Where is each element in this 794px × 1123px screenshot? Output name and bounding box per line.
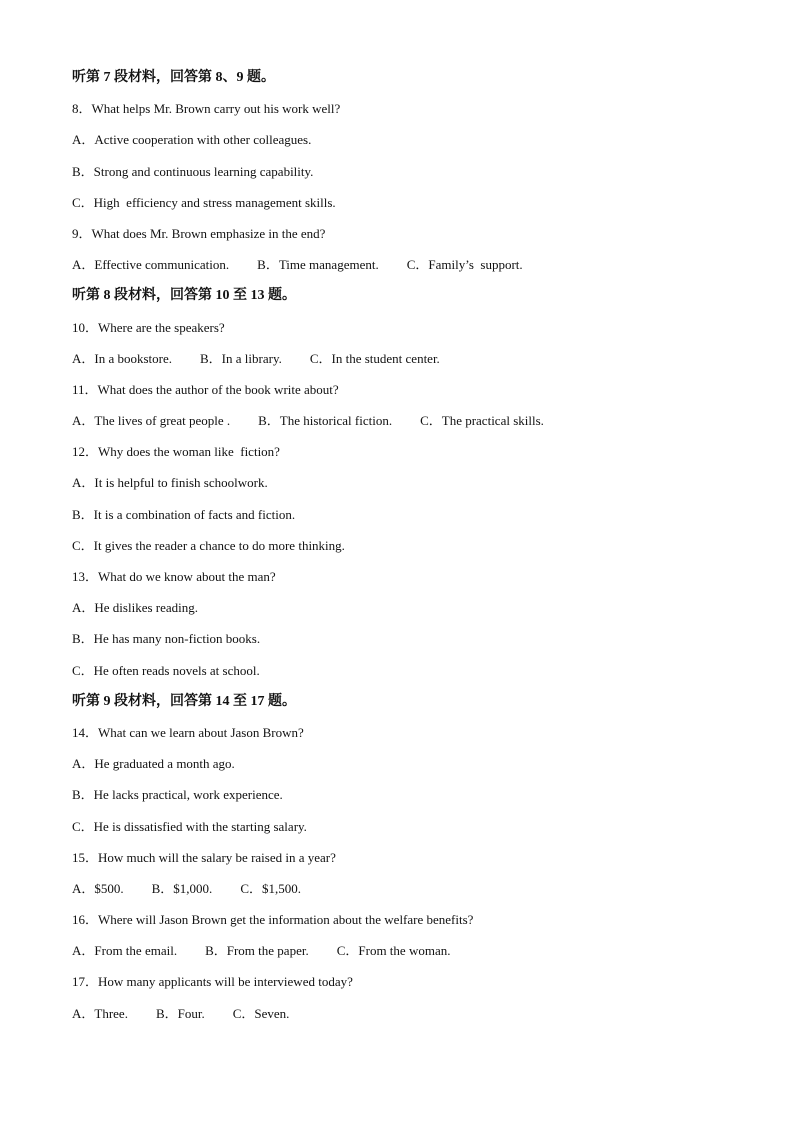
answer-option: C．It gives the reader a chance to do more thinking.	[72, 537, 345, 553]
answer-option: A．The lives of great people .	[72, 413, 231, 429]
answer-option: A．In a bookstore.	[72, 350, 173, 366]
answer-option: A．$500.	[72, 880, 124, 896]
question-stem: 10．Where are the speakers?	[72, 319, 225, 335]
answer-option: B．Four.	[155, 1005, 205, 1021]
question-stem: 16．Where will Jason Brown get the information about the welfare benefits?	[72, 912, 474, 928]
answer-option: B．Strong and continuous learning capability.	[72, 163, 314, 179]
answer-option: A．Active cooperation with other colleagues.	[72, 132, 312, 148]
section-heading: 听第 7 段材料，回答第 8、9 题。	[72, 70, 275, 85]
answer-option: A．From the email.	[72, 943, 178, 959]
question-stem: 9．What does Mr. Brown emphasize in the end?	[72, 225, 326, 241]
answer-option: C．From the woman.	[336, 943, 451, 959]
question-stem: 14．What can we learn about Jason Brown?	[72, 724, 304, 740]
question-stem: 12．Why does the woman like fiction?	[72, 444, 280, 460]
answer-option: A．Effective communication.	[72, 257, 230, 273]
answer-option: C．He often reads novels at school.	[72, 662, 260, 678]
answer-option: C．Family’s support.	[406, 257, 523, 273]
answer-option: B．He lacks practical, work experience.	[72, 787, 283, 803]
option-row	[72, 405, 752, 436]
question-stem: 17．How many applicants will be interviewed today?	[72, 974, 353, 990]
option-row	[72, 343, 752, 374]
answer-option: C．Seven.	[232, 1005, 290, 1021]
answer-option: B．The historical fiction.	[258, 413, 393, 429]
answer-option: A．He graduated a month ago.	[72, 756, 235, 772]
section-heading: 听第 8 段材料，回答第 10 至 13 题。	[72, 288, 296, 304]
answer-option: C．The practical skills.	[420, 413, 544, 429]
answer-option: C．High efficiency and stress management skills.	[72, 194, 336, 210]
option-row	[72, 998, 752, 1029]
answer-option: A．He dislikes reading.	[72, 600, 199, 616]
answer-option: B．From the paper.	[205, 943, 309, 959]
answer-option: B．$1,000.	[151, 880, 213, 896]
question-stem: 11．What does the author of the book write about?	[72, 381, 339, 397]
answer-option: B．In a library.	[200, 350, 282, 366]
answer-option: B．He has many non-fiction books.	[72, 631, 261, 647]
answer-option: C．He is dissatisfied with the starting salary.	[72, 818, 307, 834]
question-stem: 15．How much will the salary be raised in a year?	[72, 849, 336, 865]
exam-page	[72, 62, 752, 1029]
answer-option: A．Three.	[72, 1005, 128, 1021]
option-row	[72, 873, 752, 904]
answer-option: A．It is helpful to finish schoolwork.	[72, 475, 268, 491]
answer-option: B．Time management.	[257, 257, 379, 273]
answer-option: B．It is a combination of facts and fiction.	[72, 506, 296, 522]
section-heading: 听第 9 段材料，回答第 14 至 17 题。	[72, 693, 296, 709]
option-row	[72, 249, 752, 280]
question-stem: 13．What do we know about the man?	[72, 569, 276, 584]
question-stem: 8．What helps Mr. Brown carry out his work well?	[72, 101, 341, 117]
answer-option: C．$1,500.	[240, 880, 301, 896]
answer-option: C．In the student center.	[309, 350, 440, 366]
option-row	[72, 935, 752, 966]
